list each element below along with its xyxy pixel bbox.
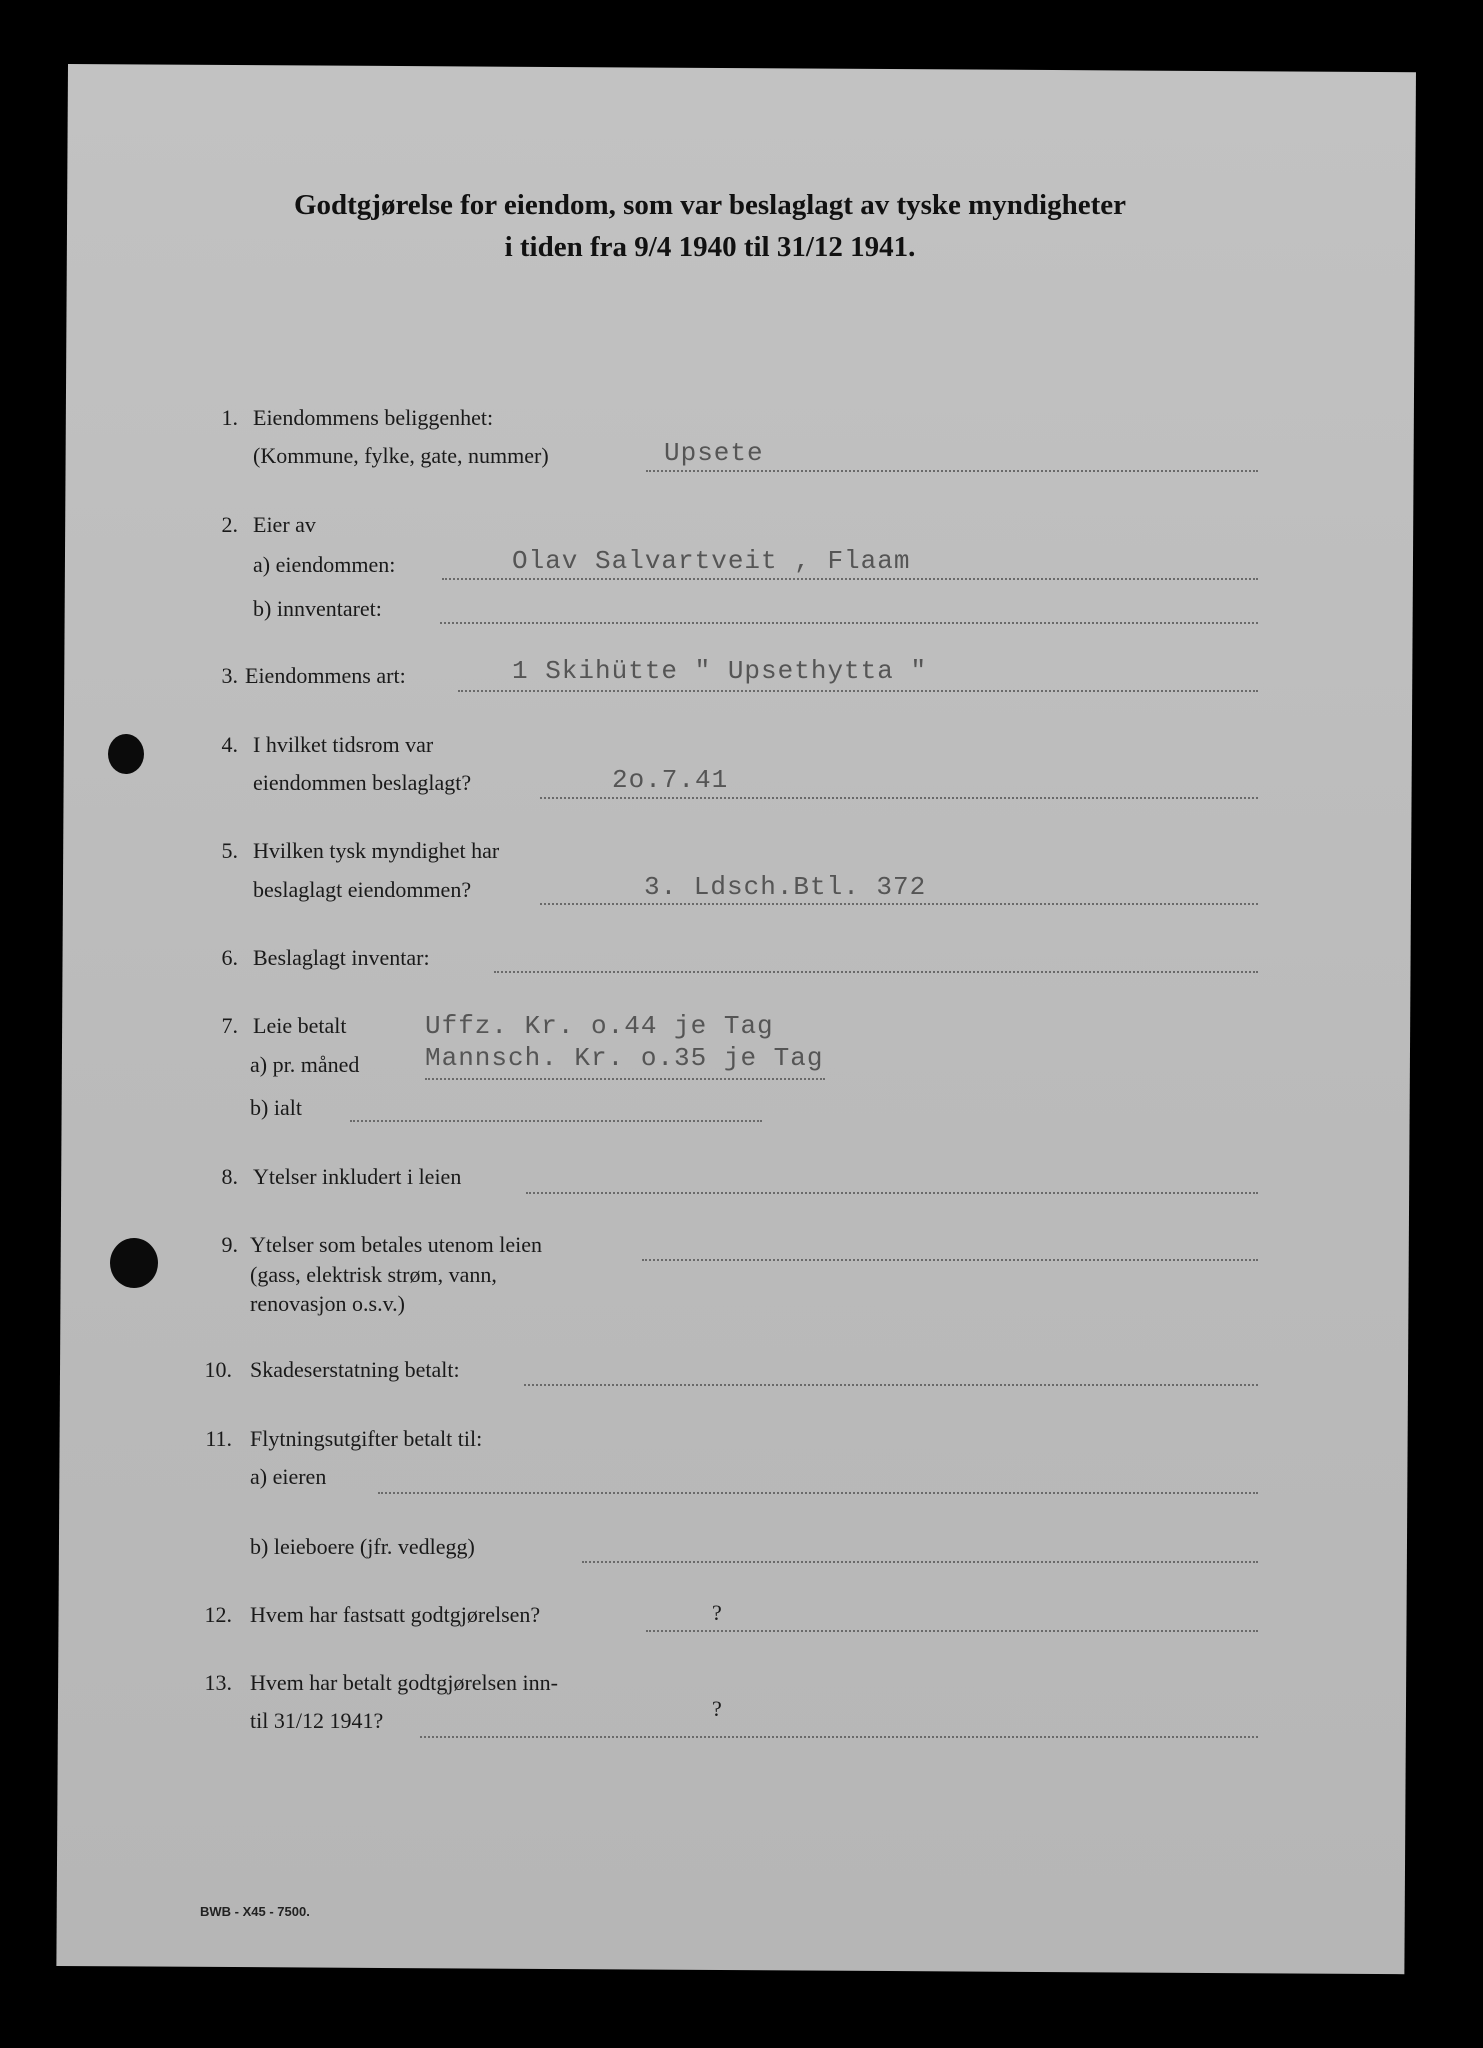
title-line-1: Godtgjørelse for eiendom, som var beslaglagt av tyske myndigheter: [293, 189, 1127, 221]
item-7-label: Leie betalt: [253, 1013, 347, 1038]
item-5-line: [540, 903, 1258, 905]
item-7b-label: b) ialt: [250, 1095, 302, 1120]
item-2a-line: [442, 578, 1258, 580]
item-9-sublabel-1: (gass, elektrisk strøm, vann,: [250, 1262, 497, 1287]
item-12-value: ?: [712, 1600, 722, 1625]
item-11a-label: a) eieren: [250, 1464, 327, 1489]
item-3-label: Eiendommens art:: [245, 663, 406, 688]
item-7a-label: a) pr. måned: [250, 1052, 360, 1077]
item-9-sublabel-2: renovasjon o.s.v.): [250, 1291, 405, 1316]
item-7a-line: [425, 1078, 825, 1080]
item-13-number: 13.: [204, 1670, 232, 1695]
item-13-line: [420, 1736, 1258, 1738]
item-1-number: 1.: [221, 405, 238, 430]
item-11b-label: b) leieboere (jfr. vedlegg): [250, 1534, 475, 1559]
item-7-number: 7.: [221, 1013, 238, 1038]
item-1-value: Upsete: [664, 438, 764, 468]
item-5-value: 3. Ldsch.Btl. 372: [644, 872, 927, 902]
item-9-line: [642, 1259, 1258, 1261]
item-2a-value: Olav Salvartveit , Flaam: [512, 546, 911, 576]
item-5-label: Hvilken tysk myndighet har: [253, 838, 500, 863]
item-11-label: Flytningsutgifter betalt til:: [250, 1426, 483, 1451]
item-5-number: 5.: [221, 838, 238, 863]
item-3-number: 3.: [221, 663, 238, 688]
item-7-value-1: Uffz. Kr. o.44 je Tag: [425, 1011, 774, 1041]
item-4-label: I hvilket tidsrom var: [253, 732, 434, 757]
item-2a-label: a) eiendommen:: [253, 552, 396, 577]
item-1-label: Eiendommens beliggenhet:: [253, 405, 494, 430]
item-3-line: [458, 690, 1258, 692]
item-2-label: Eier av: [253, 512, 316, 537]
item-7-value-2: Mannsch. Kr. o.35 je Tag: [425, 1043, 824, 1073]
punch-hole-bottom: [110, 1238, 158, 1288]
item-9-label: Ytelser som betales utenom leien: [250, 1232, 543, 1257]
item-13-value: ?: [712, 1696, 722, 1721]
item-4-sublabel: eiendommen beslaglagt?: [253, 770, 472, 795]
item-4-value: 2o.7.41: [612, 765, 729, 795]
item-1-line: [646, 470, 1258, 472]
item-11b-line: [582, 1561, 1258, 1563]
item-9-number: 9.: [221, 1232, 238, 1257]
item-1-sublabel: (Kommune, fylke, gate, nummer): [253, 443, 549, 468]
item-4-number: 4.: [221, 732, 238, 757]
item-13-label: Hvem har betalt godtgjørelsen inn-: [250, 1670, 558, 1695]
item-10-label: Skadeserstatning betalt:: [250, 1357, 460, 1382]
item-8-label: Ytelser inkludert i leien: [253, 1164, 462, 1189]
item-10-line: [524, 1384, 1258, 1386]
item-11-number: 11.: [205, 1426, 232, 1451]
punch-hole-top: [108, 734, 144, 774]
item-2-number: 2.: [221, 512, 238, 537]
item-12-number: 12.: [204, 1602, 232, 1627]
item-6-line: [494, 971, 1258, 973]
item-6-number: 6.: [221, 945, 238, 970]
item-8-number: 8.: [221, 1164, 238, 1189]
item-2b-label: b) innventaret:: [253, 596, 382, 621]
item-3-value: 1 Skihütte " Upsethytta ": [512, 656, 928, 686]
item-13-sublabel: til 31/12 1941?: [250, 1708, 384, 1733]
item-2b-line: [440, 622, 1258, 624]
item-10-number: 10.: [204, 1357, 232, 1382]
item-12-label: Hvem har fastsatt godtgjørelsen?: [250, 1602, 541, 1627]
item-4-line: [540, 797, 1258, 799]
item-6-label: Beslaglagt inventar:: [253, 945, 430, 970]
print-code: BWB - X45 - 7500.: [200, 1904, 310, 1919]
item-8-line: [526, 1192, 1258, 1194]
item-12-line: [646, 1630, 1258, 1632]
item-11a-line: [378, 1492, 1258, 1494]
title-line-2: i tiden fra 9/4 1940 til 31/12 1941.: [504, 231, 916, 263]
form-title: [180, 184, 1240, 268]
item-7b-line: [350, 1120, 762, 1122]
item-5-sublabel: beslaglagt eiendommen?: [253, 877, 472, 902]
